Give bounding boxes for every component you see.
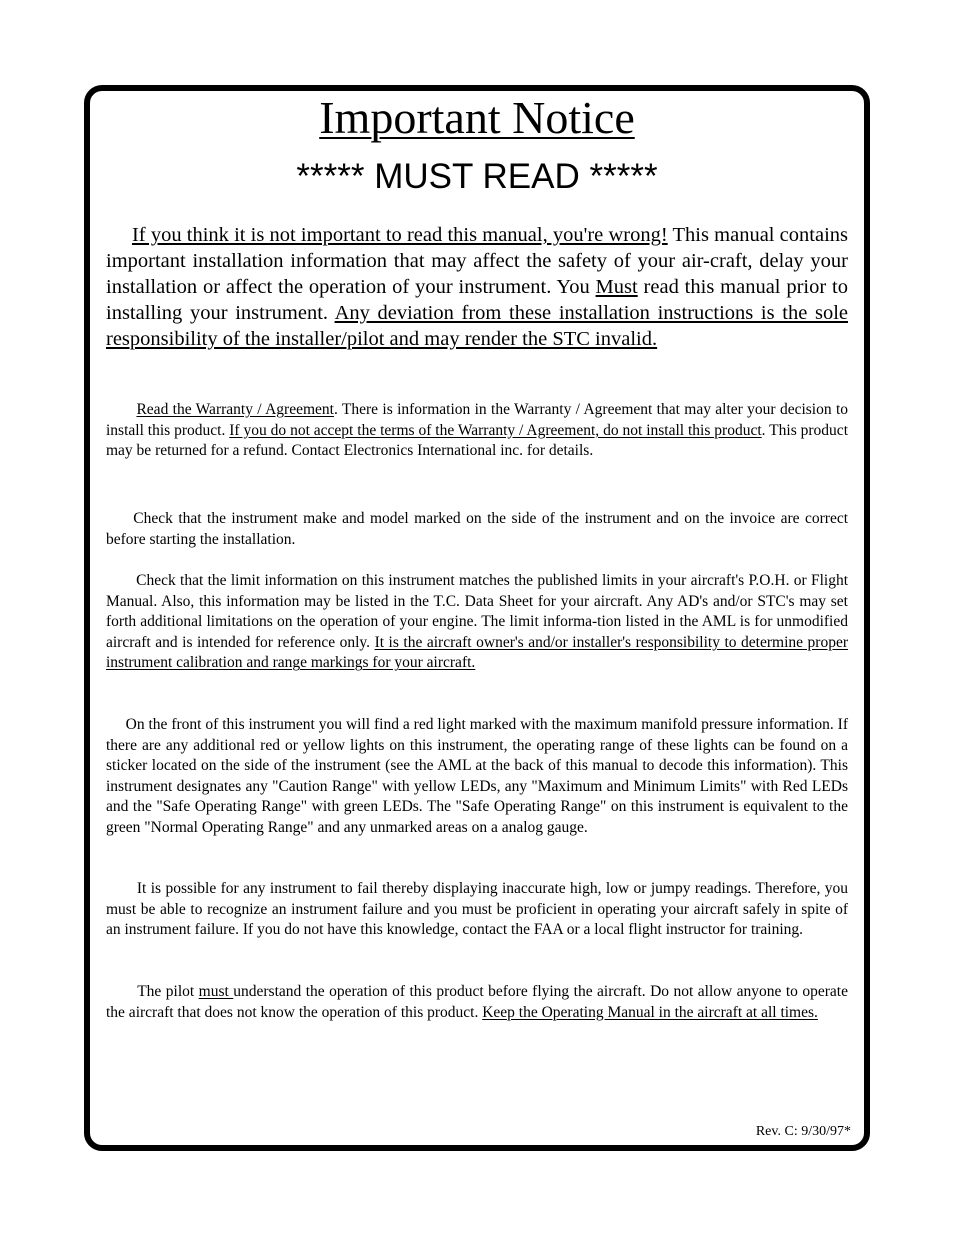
underlined-text: Any deviation from these installation instructions is the sole responsibility of the installer/pilot and may render the STC invalid.: [106, 302, 849, 350]
underlined-text: Keep the Operating Manual in the aircraft at all times.: [482, 1003, 818, 1021]
paragraph-warranty: Read the Warranty / Agreement. There is information in the Warranty / Agreement that may alter your decision to install this product. If you do not accept the terms of the Warranty / Agreement, do not install this product. This product may be returned for a refund. Contact Electronics International inc. for details.: [106, 401, 849, 460]
paragraph-manual-warning: If you think it is not important to read this manual, you're wrong! This manual contains important installation information that may affect the safety of your air-craft, delay your installation or affect the operation of your instrument. You Must read this manual prior to installing your instrument. Any deviation from these installation instructions is the sole responsibility of the installer/pilot and may render the STC invalid.: [106, 224, 849, 350]
paragraph-limit-information: Check that the limit information on this instrument matches the published limits in your aircraft's P.O.H. or Flight Manual. Also, this information may be listed in the T.C. Data Sheet for your aircraft. Any AD's and/or STC's may set forth additional limitations on the operation of your engine. The limit informa-tion listed in the AML is for unmodified aircraft and is intended for reference only. It is the aircraft owner's and/or installer's responsibility to determine proper instrument calibration and range markings for your aircraft.: [106, 572, 849, 672]
underlined-text: If you do not accept the terms of the Warranty / Agreement, do not install this product: [229, 421, 762, 439]
paragraph-instrument-failure: It is possible for any instrument to fail thereby displaying inaccurate high, low or jumpy readings. Therefore, you must be able to recognize an instrument failure and you must be proficient in operating your aircraft safely in spite of an instrument failure. If you do not have this knowledge, contact the FAA or a local flight instructor for training.: [106, 880, 849, 939]
underlined-text: Read the Warranty / Agreement: [136, 401, 334, 418]
underlined-text: Must: [595, 276, 638, 298]
underlined-text: must: [198, 983, 234, 1000]
paragraph-make-model: Check that the instrument make and model marked on the side of the instrument and on the invoice are correct before starting the installation.: [106, 510, 849, 548]
paragraph-pilot-operation: The pilot must understand the operation of this product before flying the aircraft. Do not allow anyone to operate the aircraft that does not know the operation of this product. Keep the Operating Manual in the aircraft at all times.: [106, 983, 848, 1021]
page-subtitle: ***** MUST READ *****: [296, 157, 658, 196]
page-title: Important Notice: [319, 92, 635, 143]
underlined-text: It is the aircraft owner's and/or installer's responsibility to determine proper instrument calibration and range markings for your aircraft.: [106, 633, 848, 672]
revision-label: Rev. C: 9/30/97*: [755, 1124, 851, 1139]
underlined-text: If you think it is not important to read this manual, you're wrong!: [131, 224, 668, 246]
paragraph-lights: On the front of this instrument you will find a red light marked with the maximum manifold pressure information. If there are any additional red or yellow lights on this instrument, the operating range of these lights can be found on a sticker located on the side of the instrument (see the AML at the back of this manual to decode this information). This instrument designates any "Caution Range" with yellow LEDs, any "Maximum and Minimum Limits" with Red LEDs and the "Safe Operating Range" with green LEDs. The "Safe Operating Range" on this instrument is equivalent to the green "Normal Operating Range" and any unmarked areas on a analog gauge.: [106, 716, 848, 836]
